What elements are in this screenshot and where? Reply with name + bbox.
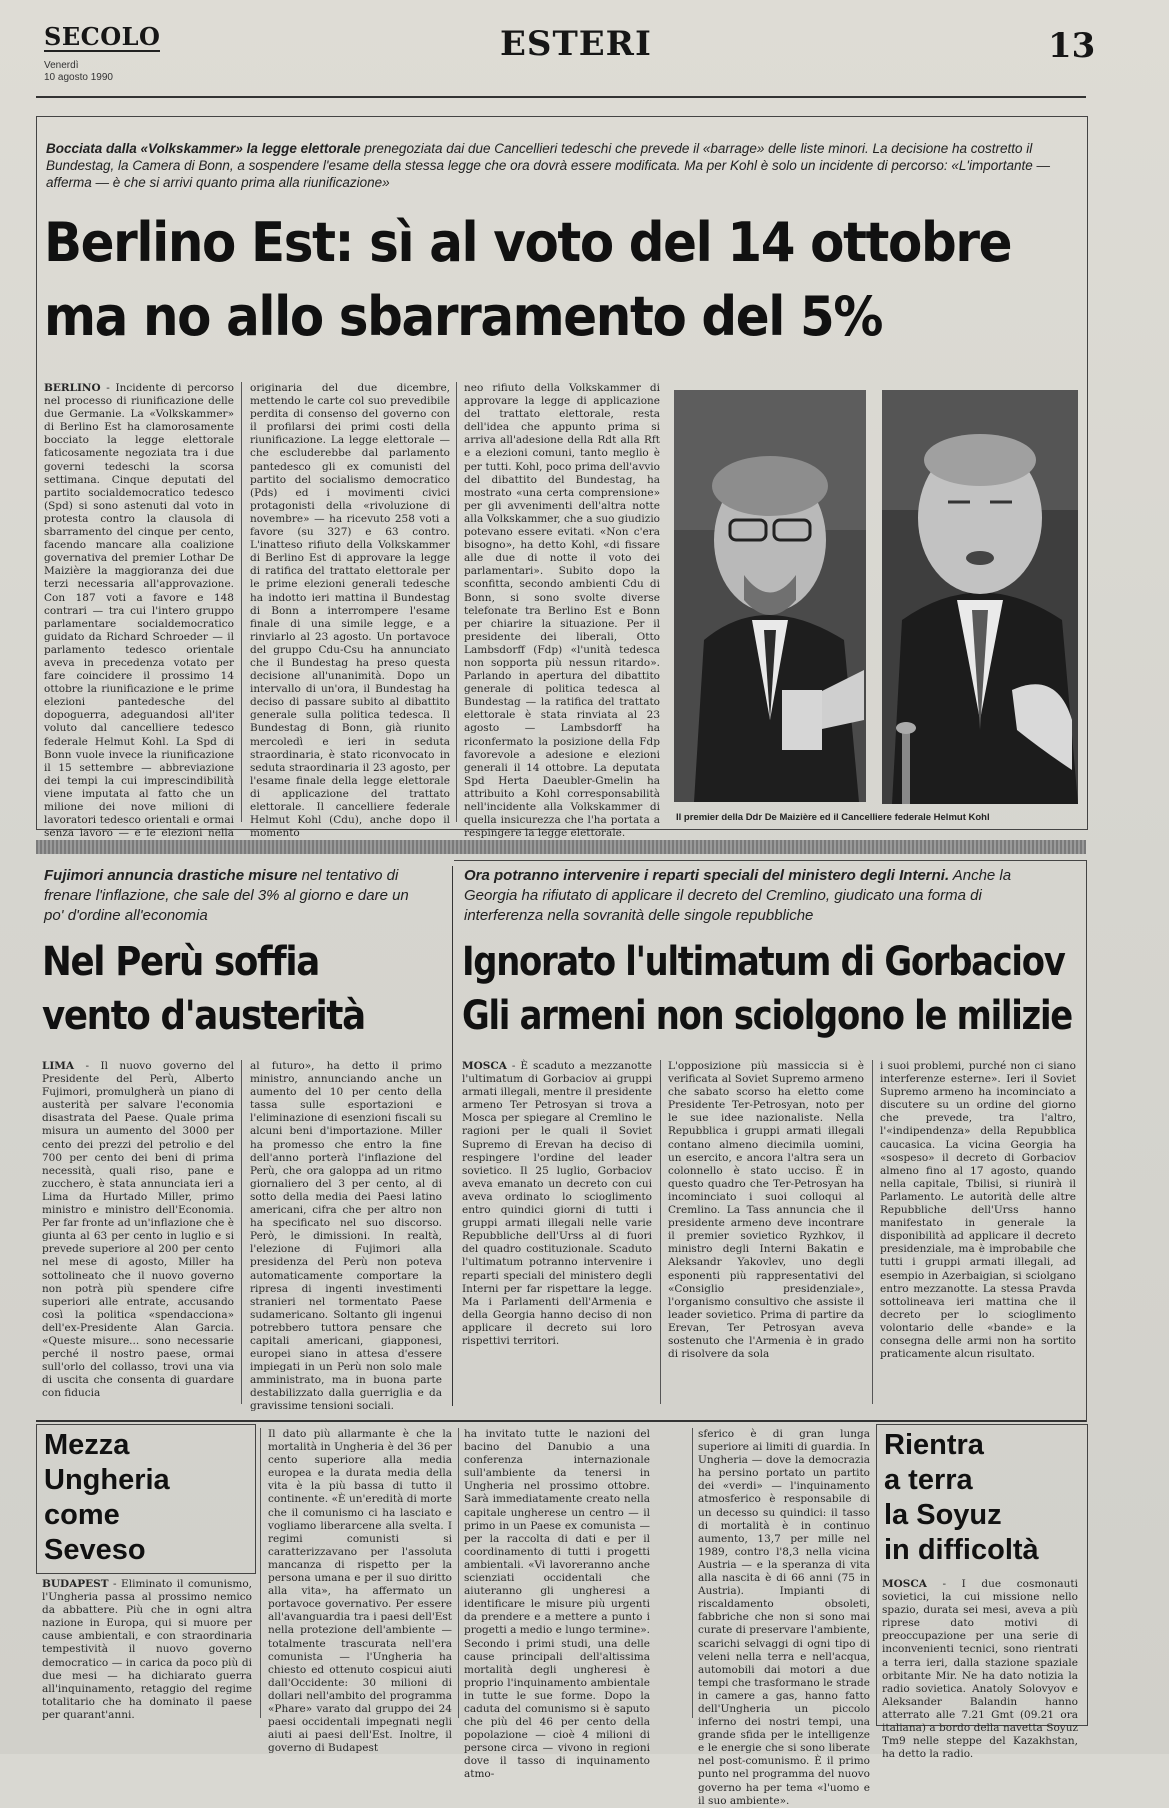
soyuz-dateline: MOSCA	[882, 1578, 927, 1590]
armenia-kicker-bold: Ora potranno intervenire i reparti speciali del ministero degli Interni.	[464, 867, 950, 884]
armenia-headline-line-2: Gli armeni non sciolgono le milizie	[462, 993, 1072, 1039]
lead-headline-line-2: ma no allo sbarramento del 5%	[44, 285, 883, 348]
photo-de-maiziere	[674, 390, 866, 802]
hungary-column-4-text: sferico è di gran lunga superiore ai limiti di guardia. In Ungheria — dove la democrazia ha persino portato un partito dei «verdi» — l'inquinamento atmosferico è responsabile di un decesso su quindici: il tasso di mortalità è in continuo aumento, 13,7 per mille nel 1989, contro l'8,3 nella vicina Austria — e la speranza di vita alla nascita è di 66 anni (75 in Austria). Impianti di riscaldamento obsoleti, fabbriche che non si sono mai curate di preservare l'ambiente, scarichi selvaggi di ogni tipo di veleni nella terra e nell'acqua, automobili dai motori a due tempi che trasformano le strade in camere a gas, hanno fatto dell'Ungheria un piccolo inferno dei nostri tempi, una grande sfida per le intelligenze e le energie che si sono liberate nel post-comunismo. È il primo punto nel programma del nuovo governo ha per tema «l'uomo e il suo ambiente».	[698, 1428, 870, 1807]
armenia-kicker-text: Anche la Georgia ha rifiutato di applicare il decreto del Cremlino, giudicato una forma di interferenza nella sovranità delle singole repubbliche	[464, 867, 1012, 924]
masthead-rule	[36, 96, 1086, 98]
armenia-column-1	[462, 1060, 652, 1404]
armenia-column-1-text: - È scaduto a mezzanotte l'ultimatum di Gorbaciov ai gruppi armati illegali, mentre il presidente armeno Ter Petrosyan si trova a Mosca per spiegare al Cremlino le ragioni per le quali il Soviet Supremo di Erevan ha deciso di respingere l'ordine del leader sovietico. Il 25 luglio, Gorbaciov aveva emanato un decreto con cui aveva ordinato lo scioglimento entro quindici giorni di tutti i gruppi armati illegali nelle varie Repubbliche dell'Urss al di fuori del quadro costituzionale. Scaduto l'ultimatum potranno intervenire i reparti speciali del ministero degli Interni per far rispettare la legge. Ma i Parlamenti dell'Armenia e della Georgia hanno deciso di non applicare il decreto sui loro rispettivi territori.	[462, 1060, 652, 1347]
peru-column-1	[42, 1060, 234, 1404]
soyuz-headline-line-3: la Soyuz	[884, 1499, 1002, 1531]
lead-column-rule-1	[241, 382, 242, 822]
armenia-column-3	[880, 1060, 1076, 1404]
armenia-column-2	[668, 1060, 864, 1404]
hungary-dateline: BUDAPEST	[42, 1578, 109, 1590]
hungary-column-rule-3	[692, 1428, 693, 1718]
hungary-column-3	[464, 1428, 650, 1781]
hungary-headline-line-1: Mezza	[44, 1429, 130, 1461]
lead-column-2	[250, 382, 450, 840]
lead-column-3	[464, 382, 660, 840]
peru-dateline: LIMA	[42, 1060, 75, 1072]
lead-headline-line-1: Berlino Est: sì al voto del 14 ottobre	[44, 211, 1012, 274]
hungary-column-4	[698, 1428, 870, 1807]
peru-kicker-bold: Fujimori annuncia drastiche misure	[44, 867, 298, 884]
section-title: ESTERI	[500, 24, 652, 64]
armenia-column-rule-2	[872, 1060, 873, 1404]
armenia-dateline: MOSCA	[462, 1060, 507, 1072]
masthead-date	[44, 60, 113, 84]
lead-column-rule-2	[456, 382, 457, 822]
peru-kicker-text: nel tentativo di frenare l'inflazione, che sale del 3% al giorno e dare un po' d'ordine all'economia	[44, 867, 409, 924]
soyuz-column-1	[882, 1578, 1078, 1761]
peru-column-1-text: - Il nuovo governo del Presidente del Perù, Alberto Fujimori, promulgherà un piano di austerità per salvare l'economia disastrata del Paese. Quale prima misura un aumento del 3000 per cento dei prezzi del petrolio e del 700 per cento dei beni di prima necessità, quali riso, pane e zucchero, è stata annunciata ieri a Lima da Hurtado Miller, primo ministro e ministro dell'Economia. Per far fronte ad un'inflazione che è giunta al 63 per cento in luglio e si prevede superiore al 200 per cento nel mese di agosto, Miller ha sottolineato che il nuovo governo non potrà più spendere cifre superiori alle entrate, accusando così la politica «spendacciona» dell'ex-Presidente Alan Garcia. «Queste misure... sono necessarie perché il nostro paese, ormai sull'orlo del collasso, trovi una via di uscita che consenta di guardare con fiducia	[42, 1060, 234, 1400]
hungary-column-1-text: - Eliminato il comunismo, l'Ungheria passa al prossimo nemico da abbattere. Più che in ogni altra nazione in Europa, qui si muore per cause ambientali, e con straordinaria tempestività il nuovo governo democratico — in carica da poco più di due mesi — ha dichiarato guerra all'inquinamento, retaggio del regime totalitario che ha dominato il paese per quarant'anni.	[42, 1578, 252, 1721]
photo-caption: Il premier della Ddr De Maizière ed il Cancelliere federale Helmut Kohl	[676, 812, 990, 823]
peru-headline-line-1: Nel Perù soffia	[42, 939, 319, 985]
lead-column-1-text: - Incidente di percorso nel processo di riunificazione delle due Germanie. La «Volkskammer» di Berlino Est ha clamorosamente bocciato la legge elettorale faticosamente negoziata tra i due governi tedeschi la scorsa settimana. Cinque deputati del partito socialdemocratico tedesco (Spd) si sono astenuti dal voto in protesta contro la clausola di sbarramento del cinque per cento, facendo mancare alla coalizione governativa del premier Lothar De Maizière la maggioranza dei due terzi necessaria all'approvazione. Con 187 voti a favore e 148 contrari — tra cui l'intero gruppo parlamentare socialdemocratico guidato da Richard Schroeder — il parlamento tedesco orientale aveva in precedenza votato per fare coincidere il prossimo 14 ottobre la riunificazione e le prime elezioni pantedesche del dopoguerra, adeguandosi all'iter voluto dal cancelliere tedesco federale Helmut Kohl. La Spd di Bonn vuole invece la riunificazione il 15 settembre — abbreviazione dei tempi la cui imprescindibilità viene imputata al fatto che un milione dei nove milioni di lavoratori tedesco orientali e ormai senza lavoro — e le elezioni nella	[44, 382, 234, 840]
soyuz-headline	[884, 1428, 1084, 1568]
armenia-column-3-text: i suoi problemi, purché non ci siano interferenze esterne». Ieri il Soviet Supremo armeno ha incominciato a discutere su un ordine del giorno che prevede, tra l'altro, l'«indipendenza» della Repubblica caucasica. La vicina Georgia ha «sospeso» il decreto di Gorbaciov almeno fino al 17 agosto, quando nella capitale, Tbilisi, si riunirà il Parlamento. Le autorità delle altre Repubbliche dell'Urss hanno manifestato in generale la disponibilità ad applicare il decreto presidenziale, ma è improbabile che tutti i gruppi armati illegali, ad esempio in Azerbaigian, si sciolgano entro mezzanotte. La stessa Pravda sottolineava ieri mattina che il decreto per lo scioglimento volontario delle «bande» e la consegna delle armi non ha sortito praticamente alcun risultato.	[880, 1060, 1076, 1361]
lead-dateline: BERLINO	[44, 382, 101, 394]
peru-column-rule	[241, 1060, 242, 1404]
portrait-de-maiziere	[674, 390, 866, 802]
hungary-column-1	[42, 1578, 252, 1721]
peru-headline-line-2: vento d'austerità	[42, 993, 365, 1039]
peru-column-2	[250, 1060, 442, 1413]
hungary-headline-line-2: Ungheria	[44, 1464, 170, 1496]
lead-column-3-text: neo rifiuto della Volkskammer di approvare la legge di applicazione del trattato elettorale, resta dell'idea che appunto prima si arriva all'adesione della Rdt alla Rft e a elezioni comuni, tanto meglio è per tutti. Kohl, poco prima dell'avvio del dibattito del Bundestag, ha mostrato «una certa comprensione» per gli avvenimenti dell'altra notte alla Volkskammer, che a suo giudizio potevano essere evitati. «Non c'era bisogno», ha detto Kohl, «di fissare alle due di notte il voto dei parlamentari». Subito dopo la sconfitta, secondo ambienti Cdu di Bonn, si sono svolte diverse telefonate tra Berlino Est e Bonn per chiarire la situazione. Per il presidente dei liberali, Otto Lambsdorff (Fdp) «l'unità tedesca non sopporta più nessun ritardo». Parlando in apertura del dibattito generale di politica tedesca al Bundestag — la ratifica del trattato elettorale è stata rinviata al 23 agosto — Lambsdorff ha riconfermato la posizione della Fdp favorevole a adesione e elezioni generali il 14 ottobre. La deputata Spd Herta Daeubler-Gmelin ha attribuito a Kohl corresponsabilità nell'incidente alla Volkskammer di quella insicurezza che l'ha portata a respingere la legge elettorale.	[464, 382, 660, 840]
page-number: 13	[1048, 26, 1096, 66]
lead-column-2-text: originaria del due dicembre, mettendo le carte col suo prevedibile perdita di consenso del governo con il profilarsi dei primi costi della riunificazione. La legge elettorale — che escluderebbe dal parlamento pantedesco gli ex comunisti del partito del socialismo democratico (Pds) ed i movimenti civici protagonisti della «rivoluzione di novembre» — ha ricevuto 258 voti a favore (su 327) e 63 contro. L'inatteso rifiuto della Volkskammer di Berlino Est di approvare la legge di ratifica del trattato elettorale per le prime elezioni generali tedesche ha indotto ieri mattina il Bundestag di Bonn a interrompere l'esame finale di una simile legge, e a rinviarlo al 23 agosto. Un portavoce del gruppo Cdu-Csu ha annunciato che il Bundestag ha preso questa decisione all'unanimità. Dopo un intervallo di un'ora, il Bundestag ha deciso di passare subito al dibattito generale sulla politica tedesca. Il Bundestag di Bonn, già riunito mercoledì e ieri in seduta straordinaria, è stato riconvocato in seduta straordinaria il 23 agosto, per l'esame finale della legge elettorale di applicazione del trattato elettorale. Il cancelliere federale Helmut Kohl (Cdu), anche dopo il momento	[250, 382, 450, 840]
masthead-day: Venerdì	[44, 60, 79, 71]
soyuz-headline-line-4: in difficoltà	[884, 1534, 1039, 1566]
hungary-column-rule-2	[458, 1428, 459, 1718]
peru-kicker	[44, 866, 414, 926]
masthead-date-text: 10 agosto 1990	[44, 72, 113, 83]
armenia-headline-line-1: Ignorato l'ultimatum di Gorbaciov	[462, 939, 1065, 985]
section-separator-bar	[36, 840, 1086, 854]
lead-kicker-text: prenegoziata dai due Cancellieri tedeschi che prevede il «barrage» delle liste minori. La decisione ha costretto il Bundestag, la Camera di Bonn, a sospendere l'esame della stessa legge che ora dovrà essere modificata. Ma per Kohl è solo un incidente di percorso: «L'importante — afferma — è che si arrivi quanto prima alla riunificazione»	[46, 141, 1050, 190]
peru-column-2-text: al futuro», ha detto il primo ministro, annunciando anche un aumento del 10 per cento della tassa sulle esportazioni e l'eliminazione di esenzioni fiscali su alcuni beni d'importazione. Miller ha promesso che entro la fine dell'anno porterà l'inflazione del Perù, che ora galoppa ad un ritmo giornaliero del 3 per cento, al di sotto della media dei Paesi latino americani, cifra che per altro non ha specificato nel suo discorso. Però, le dimissioni. In realtà, l'elezione di Fujimori alla presidenza del Perù non poteva automaticamente comportare la ripresa di ingenti investimenti stranieri nel tormentato Paese sudamericano. Soltanto gli ingenui potrebbero tuttora pensare che capitali americani, giapponesi, europei siano in attesa d'essere impiegati in un Perù non solo male amministrato, ma in buona parte destabilizzato dalla guerriglia e da gravissime tensioni sociali.	[250, 1060, 442, 1413]
hungary-column-3-text: ha invitato tutte le nazioni del bacino del Danubio a una conferenza internazionale sull'ambiente da tenersi in Ungheria nel prossimo ottobre. Sarà immediatamente creato nella capitale ungherese un centro — il primo in un Paese ex comunista — per la raccolta di dati e per il coordinamento di tutti i progetti ambientali. «Vi lavoreranno anche scienziati occidentali che aiuteranno gli ungheresi a identificare le misure più urgenti da prendere e a mettere a punto i progetti a medio e lungo termine». Secondo i primi studi, una delle cause principali dell'altissima mortalità degli ungheresi è proprio l'inquinamento ambientale in tutte le sue forme. Dopo la caduta del comunismo si è saputo che più del 46 per cento della popolazione — cioè 4 milioni di persone circa — vivono in regioni dove il tasso di inquinamento atmo-	[464, 1428, 650, 1781]
portrait-helmut-kohl	[882, 390, 1078, 804]
hungary-column-2	[268, 1428, 452, 1755]
newspaper-logo: SECOLO	[44, 22, 161, 51]
armenia-column-rule-1	[660, 1060, 661, 1404]
hungary-column-2-text: Il dato più allarmante è che la mortalità in Ungheria è del 36 per cento superiore alla media europea e la durata media della vita è la più bassa di tutto il continente. «È un'eredità di morte che il comunismo ci ha lasciato e vogliamo liberarcene alla svelta. I regimi comunisti si caratterizzavano per l'assoluta mancanza di rispetto per la persona umana e per il suo diritto alla vita», ha affermato un portavoce governativo. Per essere all'avanguardia tra i paesi dell'Est nella protezione dell'ambiente — totalmente trascurata nell'era comunista — l'Ungheria ha chiesto ed ottenuto cospicui aiuti dall'Occidente: 30 milioni di dollari nell'ambito del programma «Phare» varato dal gruppo dei 24 paesi occidentali impegnati negli aiuti ai paesi dell'Est. Inoltre, il governo di Budapest	[268, 1428, 452, 1755]
armenia-column-2-text: L'opposizione più massiccia si è verificata al Soviet Supremo armeno che sabato scorso ha eletto come Presidente Ter-Petrosyan, noto per le sue idee nazionaliste. Nella Repubblica i gruppi armati illegali contano almeno diecimila uomini, un esercito, e ancora l'altra sera un colonnello è stato ucciso. È in questo quadro che Ter-Petrosyan ha incominciato i suoi colloqui al Cremlino. La Tass annuncia che il presidente armeno deve incontrare il premier sovietico Ryzhkov, il ministro degli Interni Bakatin e Aleksandr Yakovlev, uno degli esponenti più rappresentativi del «Consiglio presidenziale», l'organismo consultivo che assiste il leader sovietico. Prima di partire da Erevan, Ter Petrosyan aveva sostenuto che l'Armenia è in grado di risolvere da sola	[668, 1060, 864, 1361]
soyuz-column-1-text: - I due cosmonauti sovietici, la cui missione nello spazio, durata sei mesi, aveva a più riprese dato motivi di preoccupazione per una serie di inconvenienti tecnici, sono rientrati a terra ieri, dalla stazione spaziale orbitante Mir. Ne ha dato notizia la radio sovietica. Anatoly Solovyov e Aleksander Balandin hanno atterrato alle 7.21 Gmt (09.21 ora italiana) a bordo della navetta Soyuz Tm9 nelle steppe del Kazakhstan, ha detto la radio.	[882, 1578, 1078, 1761]
lead-kicker	[46, 140, 1066, 191]
hungary-headline	[44, 1428, 252, 1568]
photo-helmut-kohl	[882, 390, 1078, 804]
hungary-column-rule-1	[260, 1428, 261, 1718]
soyuz-headline-line-2: a terra	[884, 1464, 973, 1496]
hungary-headline-line-4: Seveso	[44, 1534, 146, 1566]
lead-column-1	[44, 382, 234, 840]
peru-armenia-divider	[452, 866, 453, 1406]
soyuz-headline-line-1: Rientra	[884, 1429, 984, 1461]
middle-bottom-rule	[36, 1420, 1086, 1422]
hungary-headline-line-3: come	[44, 1499, 120, 1531]
lead-kicker-bold: Bocciata dalla «Volkskammer» la legge elettorale	[46, 141, 361, 156]
armenia-kicker	[464, 866, 1064, 926]
